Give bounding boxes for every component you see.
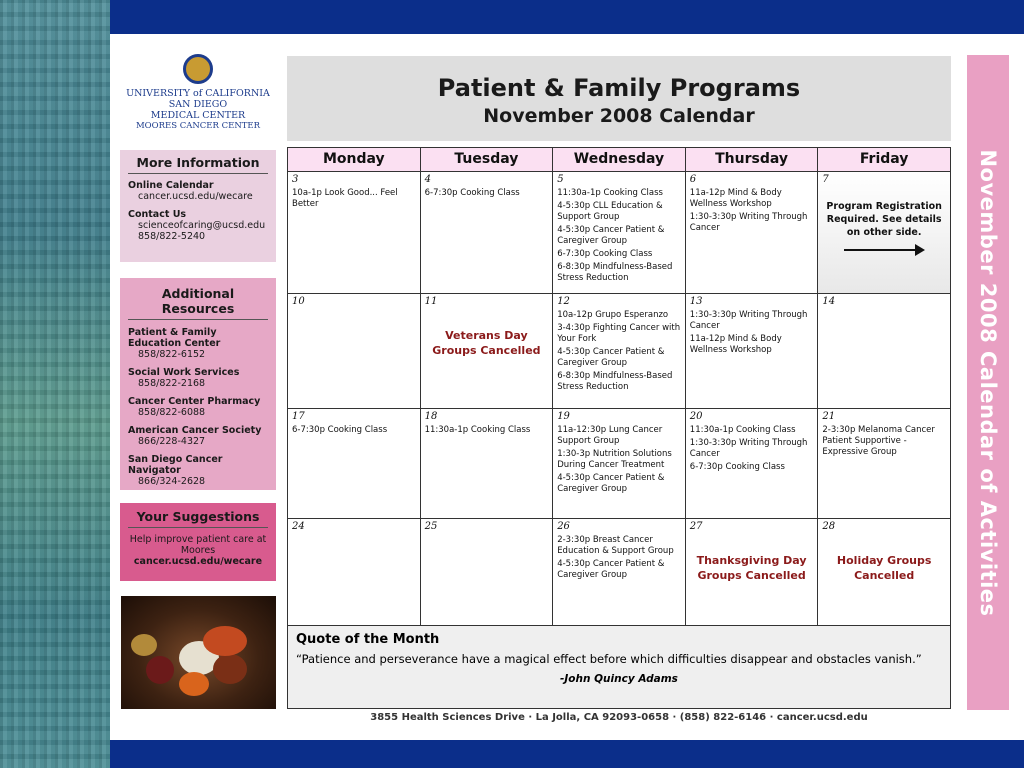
vertical-title-banner	[967, 55, 1009, 710]
calendar-event: 2-3:30p Melanoma Cancer Patient Supportive - Expressive Group	[822, 425, 935, 457]
weekday-thursday: Thursday	[685, 147, 818, 172]
calendar-event: 11:30a-1p Cooking Class	[557, 188, 663, 198]
resource-phone: 858/822-6152	[138, 349, 206, 360]
day-number: 28	[822, 521, 836, 532]
quote-title: Quote of the Month	[296, 632, 440, 647]
day-number: 14	[822, 296, 836, 307]
page-title: Patient & Family Programs	[437, 74, 801, 102]
more-information-title: More Information	[128, 155, 268, 174]
calendar-day-cell	[685, 409, 818, 519]
calendar-day-cell	[287, 519, 420, 626]
day-number: 25	[424, 521, 438, 532]
weekday-friday: Friday	[817, 147, 951, 172]
day-number: 12	[557, 296, 570, 307]
calendar-weeks	[287, 172, 951, 626]
calendar-event: 4-5:30p Cancer Patient & Caregiver Group	[557, 225, 665, 246]
calendar-event: 6-7:30p Cooking Class	[292, 425, 388, 435]
calendar-day-cell	[817, 294, 951, 409]
resource-phone: 858/822-6088	[138, 407, 206, 418]
calendar-event: 2-3:30p Breast Cancer Education & Support Group	[557, 535, 674, 556]
contact-email-link[interactable]: scienceofcaring@ucsd.edu	[138, 220, 266, 231]
day-number: 4	[424, 174, 431, 185]
calendar-event: 6-8:30p Mindfulness-Based Stress Reduction	[557, 371, 673, 392]
resources-list	[128, 327, 268, 487]
calendar-header	[287, 56, 951, 141]
day-number: 19	[557, 411, 570, 422]
weekday-wednesday: Wednesday	[552, 147, 685, 172]
calendar-day-cell	[817, 519, 951, 626]
resource-phone: 866/228-4327	[138, 436, 206, 447]
calendar-day-cell	[817, 172, 951, 294]
calendar-week-row	[287, 409, 951, 519]
top-navy-bar	[110, 0, 1024, 34]
calendar-day-cell	[287, 409, 420, 519]
calendar-day-cell	[420, 519, 553, 626]
calendar-day-cell	[552, 172, 685, 294]
calendar-event: 11:30a-1p Cooking Class	[689, 425, 796, 435]
calendar-event: 4-5:30p Cancer Patient & Caregiver Group	[557, 347, 665, 368]
calendar-event: 1:30-3:30p Writing Through Cancer	[689, 438, 808, 459]
resource-name: Patient & Family Education Center	[128, 327, 221, 349]
additional-resources-box	[120, 278, 276, 490]
calendar-event: 4-5:30p Cancer Patient & Caregiver Group	[557, 559, 665, 580]
day-number: 11	[424, 296, 438, 307]
resource-name: American Cancer Society	[128, 425, 262, 436]
calendar-day-cell	[287, 294, 420, 409]
contact-us-label: Contact Us	[128, 209, 187, 220]
calendar-week-row	[287, 294, 951, 409]
address-footer: 3855 Health Sciences Drive · La Jolla, CA 92093-0658 · (858) 822-6146 · cancer.ucsd.edu	[370, 712, 868, 723]
day-number: 27	[689, 521, 703, 532]
harvest-cornucopia-image	[121, 596, 276, 709]
banner-text: November 2008 Calendar of Activities	[976, 148, 1000, 617]
day-number: 26	[557, 521, 570, 532]
online-calendar-label: Online Calendar	[128, 180, 214, 191]
calendar-week-row	[287, 519, 951, 626]
calendar-day-cell	[420, 172, 553, 294]
logo-line-moores: MOORES CANCER CENTER	[135, 121, 261, 131]
calendar-event: 11a-12p Mind & Body Wellness Workshop	[689, 188, 782, 209]
day-number: 13	[689, 296, 703, 307]
calendar-event: 6-8:30p Mindfulness-Based Stress Reduction	[557, 262, 673, 283]
calendar-event: 11:30a-1p Cooking Class	[424, 425, 531, 435]
day-number: 21	[822, 411, 836, 422]
logo-line-medical-center: MEDICAL CENTER	[150, 110, 246, 121]
day-number: 24	[292, 521, 305, 532]
day-number: 7	[822, 174, 829, 185]
calendar-event: 1:30-3p Nutrition Solutions During Cancer Treatment	[557, 449, 672, 470]
cancelled-notice: Veterans Day Groups Cancelled	[432, 329, 541, 357]
suggestions-title: Your Suggestions	[128, 509, 268, 528]
calendar-event: 11a-12:30p Lung Cancer Support Group	[557, 425, 663, 446]
calendar-event: 10a-1p Look Good... Feel Better	[292, 188, 398, 209]
calendar-event: 6-7:30p Cooking Class	[557, 249, 653, 259]
calendar-grid	[287, 147, 951, 626]
resource-phone: 858/822-2168	[138, 378, 206, 389]
day-number: 6	[689, 174, 697, 185]
bottom-navy-bar	[110, 740, 1024, 768]
day-number: 5	[557, 174, 564, 185]
suggestions-box	[120, 503, 276, 581]
calendar-event: 1:30-3:30p Writing Through Cancer	[689, 212, 808, 233]
calendar-day-cell	[552, 519, 685, 626]
day-number: 20	[689, 411, 703, 422]
calendar-event: 3-4:30p Fighting Cancer with Your Fork	[557, 323, 681, 344]
calendar-day-cell	[552, 294, 685, 409]
resource-name: San Diego Cancer Navigator	[128, 454, 223, 476]
calendar-day-cell	[552, 409, 685, 519]
calendar-event: 6-7:30p Cooking Class	[424, 188, 520, 198]
quote-text: “Patience and perseverance have a magical effect before which difficulties disappear and obstacles vanish.”	[296, 652, 922, 666]
resource-name: Cancer Center Pharmacy	[128, 396, 261, 407]
suggestions-link[interactable]: cancer.ucsd.edu/wecare	[133, 556, 263, 567]
page-subtitle: November 2008 Calendar	[483, 105, 755, 127]
decorative-texture-strip	[0, 0, 110, 768]
weekday-monday: Monday	[287, 147, 420, 172]
day-number: 10	[292, 296, 305, 307]
calendar-event: 10a-12p Grupo Esperanzo	[557, 310, 669, 320]
calendar-week-row	[287, 172, 951, 294]
calendar-event: 6-7:30p Cooking Class	[689, 462, 785, 472]
contact-phone: 858/822-5240	[138, 231, 206, 242]
logo-line-san-diego: SAN DIEGO	[168, 99, 228, 110]
additional-resources-title: Additional Resources	[128, 286, 268, 320]
quote-of-the-month	[287, 626, 951, 709]
suggestions-text: Help improve patient care at Moores	[129, 534, 267, 556]
university-seal-icon	[183, 54, 213, 84]
calendar-event: 4-5:30p CLL Education & Support Group	[557, 201, 663, 222]
online-calendar-link[interactable]: cancer.ucsd.edu/wecare	[138, 191, 253, 202]
resource-name: Social Work Services	[128, 367, 240, 378]
more-information-box	[120, 150, 276, 262]
calendar-event: 11a-12p Mind & Body Wellness Workshop	[689, 334, 782, 355]
calendar-day-cell	[420, 409, 553, 519]
calendar-event: 1:30-3:30p Writing Through Cancer	[689, 310, 808, 331]
ucsd-logo	[120, 54, 276, 146]
calendar-day-cell	[685, 172, 818, 294]
weekday-tuesday: Tuesday	[420, 147, 553, 172]
day-number: 17	[292, 411, 305, 422]
calendar-day-cell	[420, 294, 553, 409]
quote-author: -John Quincy Adams	[560, 673, 678, 685]
cancelled-notice: Holiday Groups Cancelled	[836, 554, 932, 582]
day-number: 18	[424, 411, 438, 422]
right-arrow-icon	[844, 249, 916, 251]
calendar-event: 4-5:30p Cancer Patient & Caregiver Group	[557, 473, 665, 494]
calendar-day-cell	[685, 294, 818, 409]
logo-line-university: UNIVERSITY of CALIFORNIA	[126, 88, 270, 99]
resource-phone: 866/324-2628	[138, 476, 206, 487]
calendar-day-cell	[685, 519, 818, 626]
calendar-day-cell	[287, 172, 420, 294]
day-number: 3	[292, 174, 299, 185]
calendar-day-cell	[817, 409, 951, 519]
cancelled-notice: Thanksgiving Day Groups Cancelled	[696, 554, 807, 582]
registration-note: Program Registration Required. See details on other side.	[826, 201, 942, 238]
weekday-header-row	[287, 147, 951, 172]
